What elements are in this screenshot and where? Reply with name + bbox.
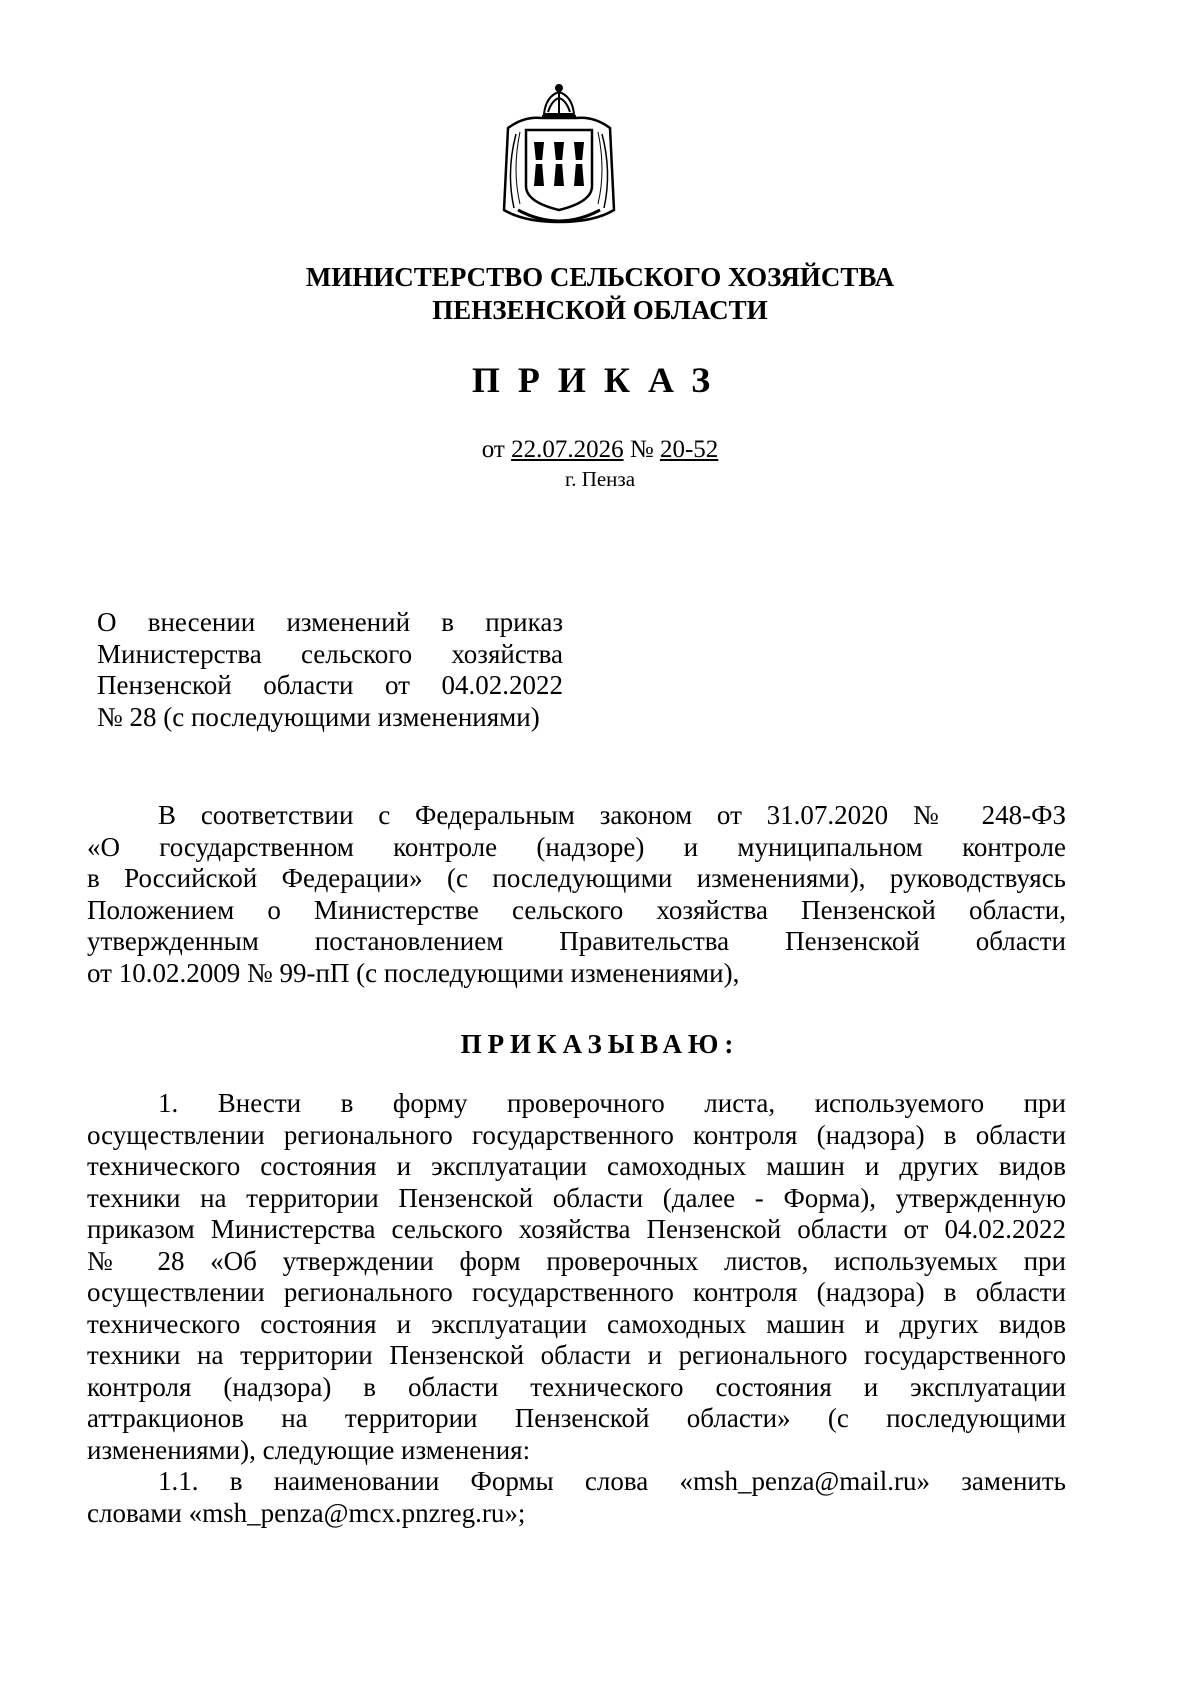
- number-sign: №: [629, 436, 654, 463]
- item-line: аттракционов на территории Пензенской области» (с последующими: [87, 1403, 1066, 1433]
- organization-name-line2: ПЕНЗЕНСКОЙ ОБЛАСТИ: [432, 295, 768, 325]
- preamble-line: от 10.02.2009 № 99-пП (с последующими изменениями),: [87, 957, 740, 988]
- item-line: приказом Министерства сельского хозяйства Пензенской области от 04.02.2022: [87, 1214, 1066, 1244]
- item-line: технического состояния и эксплуатации самоходных машин и других видов: [87, 1151, 1066, 1181]
- item-line: № 28 «Об утверждении форм проверочных листов, используемых при: [87, 1245, 1066, 1276]
- document-city: г. Пенза: [564, 467, 636, 491]
- document-number: 20-52: [659, 436, 719, 463]
- preamble-line: В соответствии с Федеральным законом от 31.07.2020 № 248-ФЗ: [158, 800, 1066, 830]
- item-line: 1. Внести в форму проверочного листа, используемого при: [158, 1088, 1066, 1118]
- item-line: осуществлении регионального государственного контроля (надзора) в области: [87, 1277, 1066, 1307]
- subject-line: Министерства сельского хозяйства: [97, 638, 563, 669]
- date-number-line: [300, 435, 900, 465]
- document-subject: [97, 607, 563, 733]
- item-line: техники на территории Пензенской области (далее - Форма), утвержденную: [87, 1182, 1066, 1213]
- subject-line: № 28 (с последующими изменениями): [97, 701, 540, 732]
- preamble-line: в Российской Федерации» (с последующими изменениями), руководствуясь: [87, 863, 1066, 893]
- preamble-line: «О государственном контроле (надзоре) и муниципальном контроле: [87, 831, 1066, 862]
- order-items: [87, 1088, 1066, 1529]
- preamble-line: утвержденным постановлением Правительства Пензенской области: [87, 926, 1066, 956]
- item-line: контроля (надзора) в области технического состояния и эксплуатации: [87, 1371, 1066, 1402]
- document-type-title: ПРИКАЗ: [471, 360, 729, 400]
- order-heading: ПРИКАЗЫВАЮ:: [460, 1029, 740, 1059]
- coat-of-arms-emblem: [494, 82, 624, 228]
- item-line: технического состояния и эксплуатации самоходных машин и других видов: [87, 1308, 1066, 1339]
- subitem-line: 1.1. в наименовании Формы слова «msh_penza@mail.ru» заменить: [158, 1466, 1066, 1496]
- subject-line: Пензенской области от 04.02.2022: [97, 670, 563, 700]
- subitem-line: словами «msh_penza@mcx.pnzreg.ru»;: [87, 1497, 526, 1528]
- document-date: 22.07.2026: [511, 436, 624, 463]
- item-line: изменениями), следующие изменения:: [87, 1434, 531, 1465]
- date-prefix: от: [481, 436, 505, 463]
- item-line: осуществлении регионального государственного контроля (надзора) в области: [87, 1119, 1066, 1150]
- organization-name-line1: МИНИСТЕРСТВО СЕЛЬСКОГО ХОЗЯЙСТВА: [305, 262, 895, 292]
- preamble-paragraph: [87, 800, 1066, 989]
- preamble-line: Положением о Министерстве сельского хозяйства Пензенской области,: [87, 894, 1066, 925]
- subject-line: О внесении изменений в приказ: [97, 607, 563, 637]
- item-line: техники на территории Пензенской области и регионального государственного: [87, 1340, 1066, 1370]
